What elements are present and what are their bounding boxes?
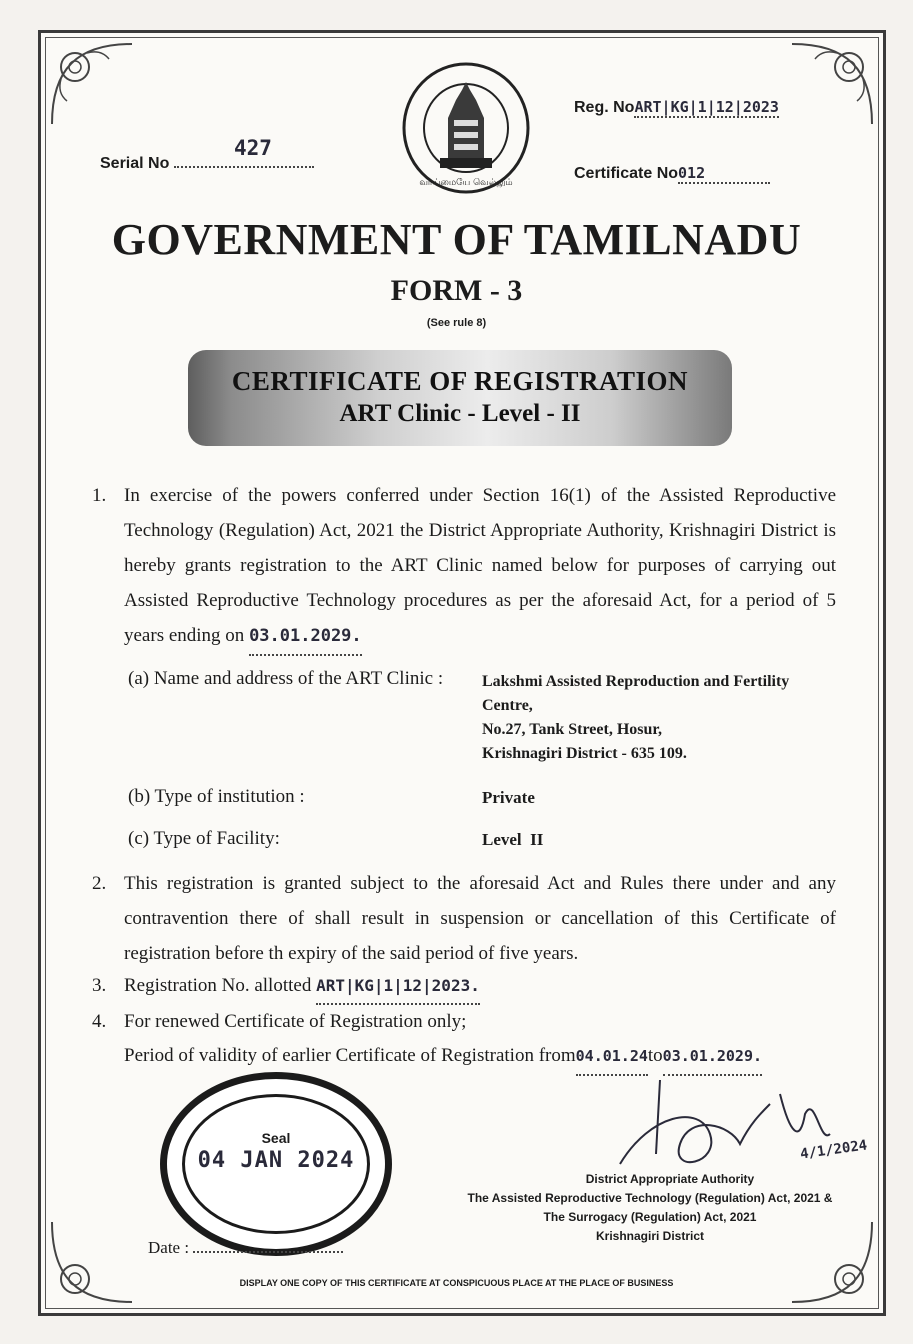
date-label: Date :: [148, 1238, 190, 1257]
clinic-name-line: Lakshmi Assisted Reproduction and Fertility: [482, 673, 790, 690]
clause-1: [124, 478, 836, 656]
signatory-act-1: The Assisted Reproductive Technology (Regulation) Act, 2021 &: [467, 1191, 833, 1205]
detail-c-label: (c) Type of Facility:: [128, 828, 280, 849]
serial-number: [100, 152, 314, 173]
rule-reference: (See rule 8): [426, 317, 487, 329]
facility-type: Level II: [482, 830, 544, 849]
banner-line-1: CERTIFICATE OF REGISTRATION: [231, 366, 689, 396]
validity-from: 04.01.24: [576, 1039, 648, 1076]
signatory-title: District Appropriate Authority: [585, 1172, 755, 1186]
detail-b-label: (b) Type of institution :: [128, 786, 305, 807]
corner-ornament-top-right-icon: [787, 39, 877, 129]
serial-label: Serial No: [100, 155, 170, 172]
validity-to-word: to: [647, 1045, 663, 1066]
reg-value: ART|KG|1|12|2023: [634, 98, 779, 116]
registration-number: [574, 98, 779, 118]
clause-2-number: 2.: [92, 873, 107, 894]
emblem-motto: வாய்மையே வெல்லும்: [419, 178, 513, 188]
signature-scribble-icon: [590, 1074, 870, 1184]
seal-date: 04 JAN 2024: [197, 1148, 355, 1173]
institution-type: Private: [482, 788, 535, 807]
signatory-block: [430, 1170, 870, 1246]
clause-1-number: 1.: [92, 485, 107, 506]
clinic-street-line: No.27, Tank Street, Hosur,: [482, 721, 663, 738]
corner-ornament-top-left-icon: [47, 39, 137, 129]
clinic-address: [482, 670, 789, 766]
clause-4-line-2: [124, 1038, 762, 1076]
clause-4-text: Period of validity of earlier Certificate of Registration from: [124, 1045, 576, 1066]
corner-ornament-bottom-left-icon: [47, 1217, 137, 1307]
clause-4-number: 4.: [92, 1011, 107, 1032]
signatory-act-2: The Surrogacy (Regulation) Act, 2021: [543, 1210, 757, 1224]
clause-4-line-1: For renewed Certificate of Registration only;: [124, 1011, 467, 1032]
clause-3: [124, 968, 480, 1005]
official-seal: [160, 1072, 392, 1256]
clause-1-text: In exercise of the powers conferred under Section 16(1) of the Assisted Reproductive Technology (Regulation) Act, 2021 the District Appropriate Authority, Krishnagiri District is hereby grants registration to the ART Clinic named below for purposes of carrying out Assisted Reproductive Technology procedures as per the aforesaid Act, for a period of 5 years ending on: [124, 485, 836, 646]
clinic-district-line: Krishnagiri District - 635 109.: [482, 745, 687, 762]
cert-label: Certificate No: [574, 165, 679, 182]
document-title: GOVERNMENT OF TAMILNADU: [111, 215, 802, 264]
clinic-name-line-2: Centre,: [482, 697, 533, 714]
clause-3-text: Registration No. allotted: [124, 975, 312, 996]
banner-line-2: ART Clinic - Level - II: [339, 400, 581, 427]
clause-3-registration-value: ART|KG|1|12|2023.: [316, 968, 480, 1005]
clause-3-number: 3.: [92, 975, 107, 996]
detail-a-label: (a) Name and address of the ART Clinic :: [128, 668, 444, 689]
reg-label: Reg. No: [574, 99, 635, 116]
clause-2-text: This registration is granted subject to the aforesaid Act and Rules there under and any contravention there of shall result in suspension or cancellation of this Certificate of registration before th expiry of the said period of five years.: [124, 873, 836, 964]
certificate-banner: [188, 350, 732, 446]
certificate-number: [574, 164, 770, 184]
display-notice: DISPLAY ONE COPY OF THIS CERTIFICATE AT CONSPICUOUS PLACE AT THE PLACE OF BUSINESS: [239, 1278, 674, 1288]
signatory-district: Krishnagiri District: [595, 1229, 705, 1243]
form-title: FORM - 3: [390, 274, 523, 307]
seal-label: Seal: [261, 1130, 291, 1146]
cert-value: 012: [678, 164, 770, 184]
date-field: [148, 1238, 343, 1258]
clause-1-end-date: 03.01.2029.: [249, 619, 362, 656]
signature-date: 4/1/2024: [799, 1137, 869, 1163]
serial-value: 427: [234, 136, 272, 160]
validity-to: 03.01.2029.: [663, 1039, 762, 1076]
